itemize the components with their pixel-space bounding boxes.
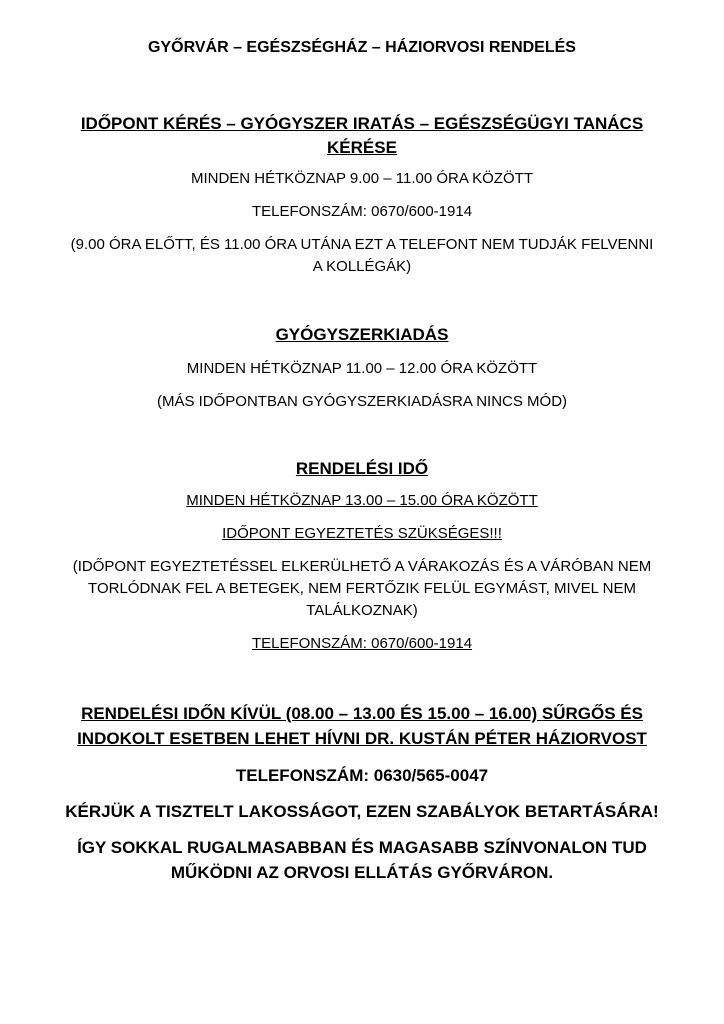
consultation-required: IDŐPONT EGYEZTETÉS SZÜKSÉGES!!! xyxy=(222,525,502,542)
appointment-heading-line2: KÉRÉSE xyxy=(327,138,397,157)
urgent-closing-line1: ÍGY SOKKAL RUGALMASABBAN ÉS MAGASABB SZÍNVONALON TUD xyxy=(77,838,647,857)
consultation-phone: TELEFONSZÁM: 0670/600-1914 xyxy=(251,635,473,652)
consultation-heading: RENDELÉSI IDŐ xyxy=(295,459,429,478)
consultation-hours: MINDEN HÉTKÖZNAP 13.00 – 15.00 ÓRA KÖZÖTT xyxy=(186,492,538,509)
urgent-phone: TELEFONSZÁM: 0630/565-0047 xyxy=(235,766,489,785)
dispensing-hours: MINDEN HÉTKÖZNAP 11.00 – 12.00 ÓRA KÖZÖTT xyxy=(186,360,538,377)
consultation-note-line1: (IDŐPONT EGYEZTETÉSSEL ELKERÜLHETŐ A VÁRAKOZÁS ÉS A VÁRÓBAN NEM xyxy=(72,558,652,575)
appointment-phone: TELEFONSZÁM: 0670/600-1914 xyxy=(251,203,473,220)
appointment-hours: MINDEN HÉTKÖZNAP 9.00 – 11.00 ÓRA KÖZÖTT xyxy=(190,170,534,187)
appointment-note-line2: A KOLLÉGÁK) xyxy=(312,258,412,275)
appointment-heading-line1: IDŐPONT KÉRÉS – GYÓGYSZER IRATÁS – EGÉSZSÉGÜGYI TANÁCS xyxy=(80,114,644,133)
page-title: GYŐRVÁR – EGÉSZSÉGHÁZ – HÁZIORVOSI RENDELÉS xyxy=(148,39,576,56)
consultation-section xyxy=(36,457,688,655)
appointment-note-line1: (9.00 ÓRA ELŐTT, ÉS 11.00 ÓRA UTÁNA EZT A TELEFONT NEM TUDJÁK FELVENNI xyxy=(70,236,654,253)
dispensing-section xyxy=(36,323,688,413)
dispensing-heading: GYÓGYSZERKIADÁS xyxy=(275,325,449,344)
urgent-line2: INDOKOLT ESETBEN LEHET HÍVNI DR. KUSTÁN PÉTER HÁZIORVOST xyxy=(77,729,647,748)
urgent-section xyxy=(36,701,688,885)
consultation-note-line3: TALÁLKOZNAK) xyxy=(306,602,418,619)
urgent-closing-line2: MŰKÖDNI AZ ORVOSI ELLÁTÁS GYŐRVÁRON. xyxy=(170,863,554,882)
dispensing-note: (MÁS IDŐPONTBAN GYÓGYSZERKIADÁSRA NINCS MÓD) xyxy=(156,393,568,410)
urgent-request: KÉRJÜK A TISZTELT LAKOSSÁGOT, EZEN SZABÁLYOK BETARTÁSÁRA! xyxy=(65,802,659,821)
urgent-line1: RENDELÉSI IDŐN KÍVÜL (08.00 – 13.00 ÉS 15.00 – 16.00) SŰRGŐS ÉS xyxy=(81,704,643,723)
appointment-section xyxy=(36,112,688,278)
consultation-note-line2: TORLÓDNAK FEL A BETEGEK, NEM FERTŐZIK FELÜL EGYMÁST, MIVEL NEM xyxy=(88,580,636,597)
